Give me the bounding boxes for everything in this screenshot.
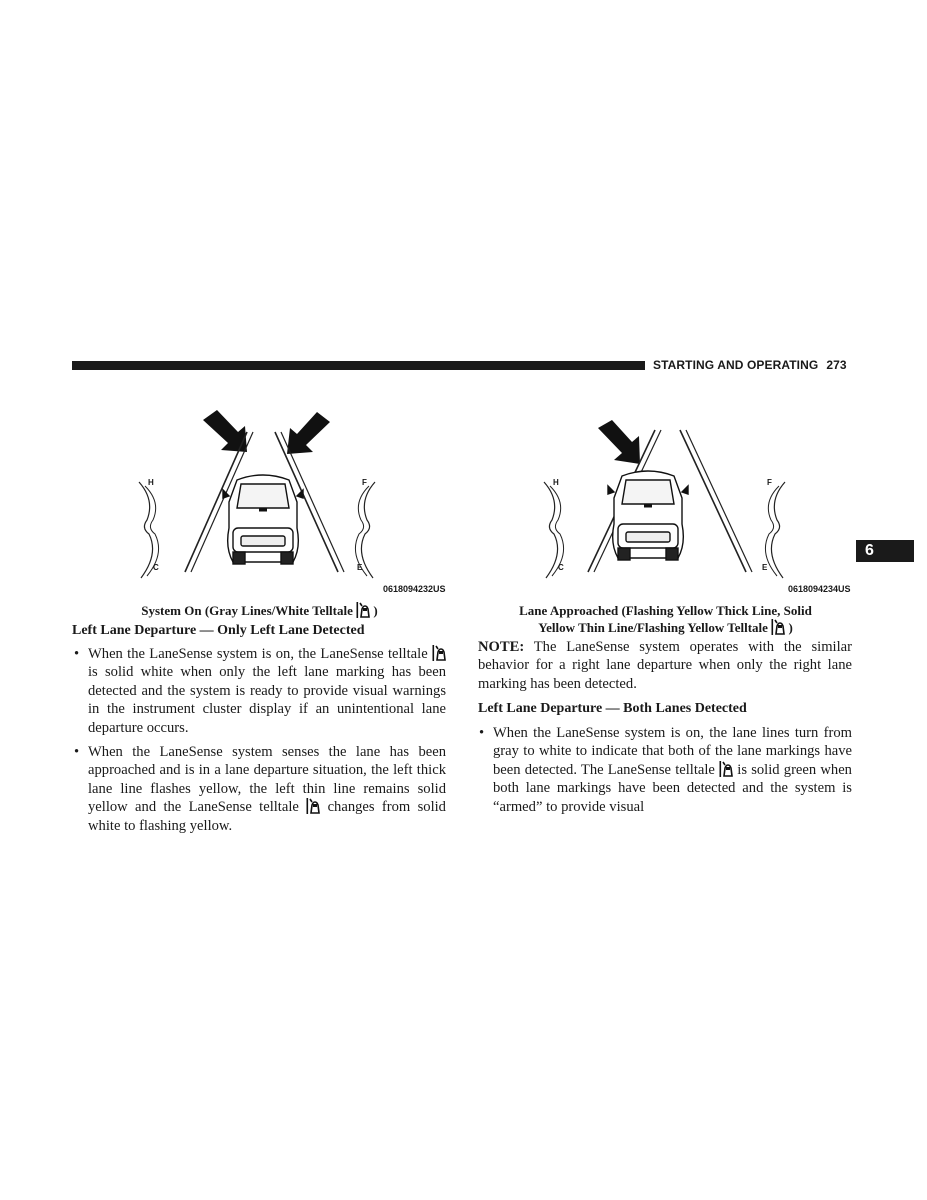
arrow-right-icon — [287, 412, 330, 454]
lanesense-telltale-icon — [356, 602, 370, 618]
figure-caption-left — [72, 602, 447, 619]
lanesense-telltale-icon — [306, 798, 320, 814]
figure-caption-right — [478, 602, 853, 636]
note-label: NOTE: — [478, 639, 525, 655]
bullet-dot: • — [74, 744, 80, 760]
note-paragraph: NOTE: The LaneSense system operates with the similar behavior for a right lane departure when only the right lane marking has been detected. — [478, 639, 852, 692]
gauge-label-f: F — [767, 478, 772, 487]
vehicle-icon — [223, 475, 303, 564]
subheading-right: Left Lane Departure — Both Lanes Detected — [478, 701, 747, 716]
vehicle-icon — [608, 471, 688, 560]
gauge-label-h: H — [553, 478, 559, 487]
bullet-dot: • — [479, 725, 485, 741]
gauge-label-c: C — [558, 563, 564, 572]
list-item: • When the LaneSense system senses the lane has been approached and is in a lane departure situation, the left thick lane line flashes yellow, the left thin line remains solid yellow and the LaneSense telltale changes from solid white to flashing yellow. — [74, 744, 446, 834]
gauge-label-c: C — [153, 563, 159, 572]
arrow-left-icon — [598, 420, 640, 464]
gauge-label-e: E — [762, 563, 768, 572]
caption-line: Yellow Thin Line/Flashing Yellow Telltale ) — [538, 620, 793, 635]
list-item: • When the LaneSense system is on, the LaneSense telltale is solid white when only the left lane marking has been detected and the system is ready to provide visual warnings in the instrument cluster display if an unintentional lane departure occurs. — [74, 646, 446, 736]
figure-lane-approached — [530, 420, 855, 600]
gauge-label-f: F — [362, 478, 367, 487]
caption-text: System On (Gray Lines/White Telltale — [141, 603, 353, 618]
header-rule — [72, 361, 645, 370]
figure-code: 0618094232US — [383, 584, 446, 594]
gauge-label-e: E — [357, 563, 363, 572]
gauge-label-h: H — [148, 478, 154, 487]
list-item: • When the LaneSense system is on, the lane lines turn from gray to white to indicate that both of the lane markings have been detected. The LaneSense telltale is solid green when both lane markings have been detected and the system is “armed” to provide visual — [479, 725, 852, 815]
caption-line: Lane Approached (Flashing Yellow Thick Line, Solid — [519, 603, 812, 618]
running-header — [653, 358, 853, 372]
figure-system-on — [125, 410, 450, 600]
lanesense-telltale-icon — [719, 761, 733, 777]
bullet-dot: • — [74, 646, 80, 662]
lanesense-telltale-icon — [432, 645, 446, 661]
lanesense-telltale-icon — [771, 619, 785, 635]
caption-text: ) — [373, 603, 378, 618]
cluster-illustration-right — [530, 420, 855, 600]
subheading-left: Left Lane Departure — Only Left Lane Detected — [72, 623, 365, 638]
section-title: STARTING AND OPERATING — [653, 358, 819, 372]
page-number: 273 — [826, 358, 847, 372]
cluster-illustration-left — [125, 410, 450, 600]
figure-code: 0618094234US — [788, 584, 851, 594]
chapter-tab: 6 — [856, 540, 914, 562]
